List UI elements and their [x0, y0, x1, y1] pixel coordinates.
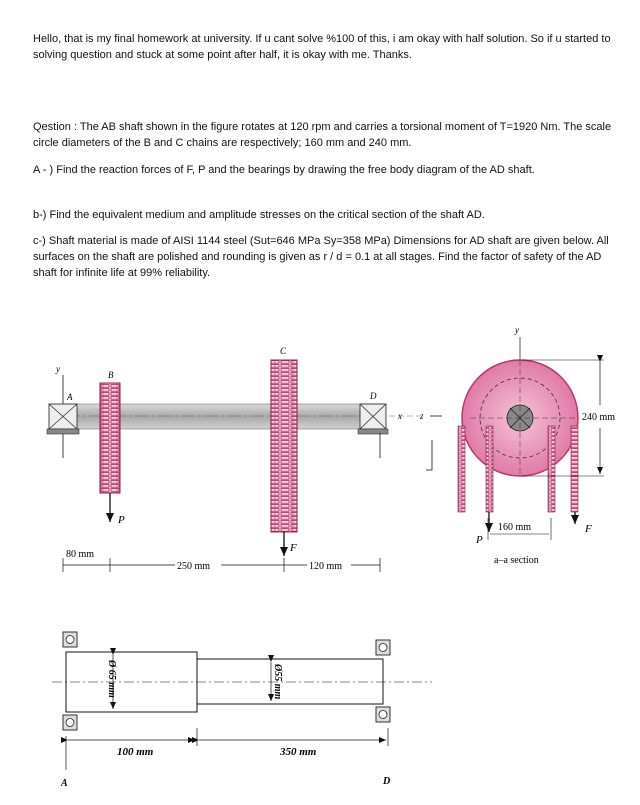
y-axis-label: y: [56, 364, 60, 374]
sprocket-c-chain: [271, 360, 297, 532]
point-d-label: D: [370, 391, 377, 401]
point-b-label: B: [108, 370, 114, 380]
z-axis-label: z: [420, 411, 424, 421]
dim-d65-label: Ø 65 mm: [106, 660, 117, 698]
section-force-f-label: F: [585, 523, 592, 535]
intro-paragraph: Hello, that is my final homework at university. If u cant solve %100 of this, i am okay with half solution. So if u started to solving question and stuck at some point after half, it is okay with me. Thanks.: [33, 33, 611, 61]
force-p-label: P: [118, 514, 125, 526]
section-force-p-label: P: [476, 534, 483, 546]
bearing-a-icon: [47, 404, 79, 434]
part-b-paragraph: b-) Find the equivalent medium and amplitude stresses on the critical section of the shaft AD.: [33, 209, 485, 221]
part-c-paragraph: c-) Shaft material is made of AISI 1144 steel (Sut=646 MPa Sy=358 MPa) Dimensions for AD shaft are given below. All surfaces on the shaft are polished and rounding is given as r / d = 0.1 at all stages. Find the factor of safety of the AD shaft for infinite life at 99% reliability.: [33, 235, 609, 279]
point-a-label: A: [67, 392, 73, 402]
question-paragraph: Qestion : The AB shaft shown in the figure rotates at 120 rpm and carries a torsional moment of T=1920 Nm. The scale circle diameters of the B and C chains are respectively; 160 mm and 240 mm.: [33, 121, 612, 149]
bottom-point-d-label: D: [383, 776, 391, 787]
point-c-label: C: [280, 346, 287, 356]
stepped-shaft-drawing: [52, 632, 432, 789]
dim-120-label: 120 mm: [309, 561, 343, 572]
force-f-label: F: [290, 542, 297, 554]
dim-160-label: 160 mm: [498, 522, 532, 533]
bottom-point-a-label: A: [61, 778, 68, 789]
dim-100-label: 100 mm: [117, 746, 154, 758]
section-aa-view: [458, 325, 615, 566]
part-a-paragraph: A - ) Find the reaction forces of F, P and the bearings by drawing the free body diagram of the AD shaft.: [33, 164, 535, 176]
dim-240-label: 240 mm: [582, 412, 616, 423]
x-axis-label: x: [398, 411, 402, 421]
dim-350-label: 350 mm: [280, 746, 317, 758]
dim-80-label: 80 mm: [66, 549, 95, 560]
shaft-side-view: [47, 346, 442, 572]
sprocket-b-chain: [100, 383, 120, 493]
dim-d55-label: Ø55 mm: [272, 664, 283, 700]
dim-250-label: 250 mm: [177, 561, 211, 572]
section-y-label: y: [515, 325, 519, 335]
section-caption: a–a section: [494, 555, 539, 566]
bearing-d-icon: [358, 404, 388, 434]
